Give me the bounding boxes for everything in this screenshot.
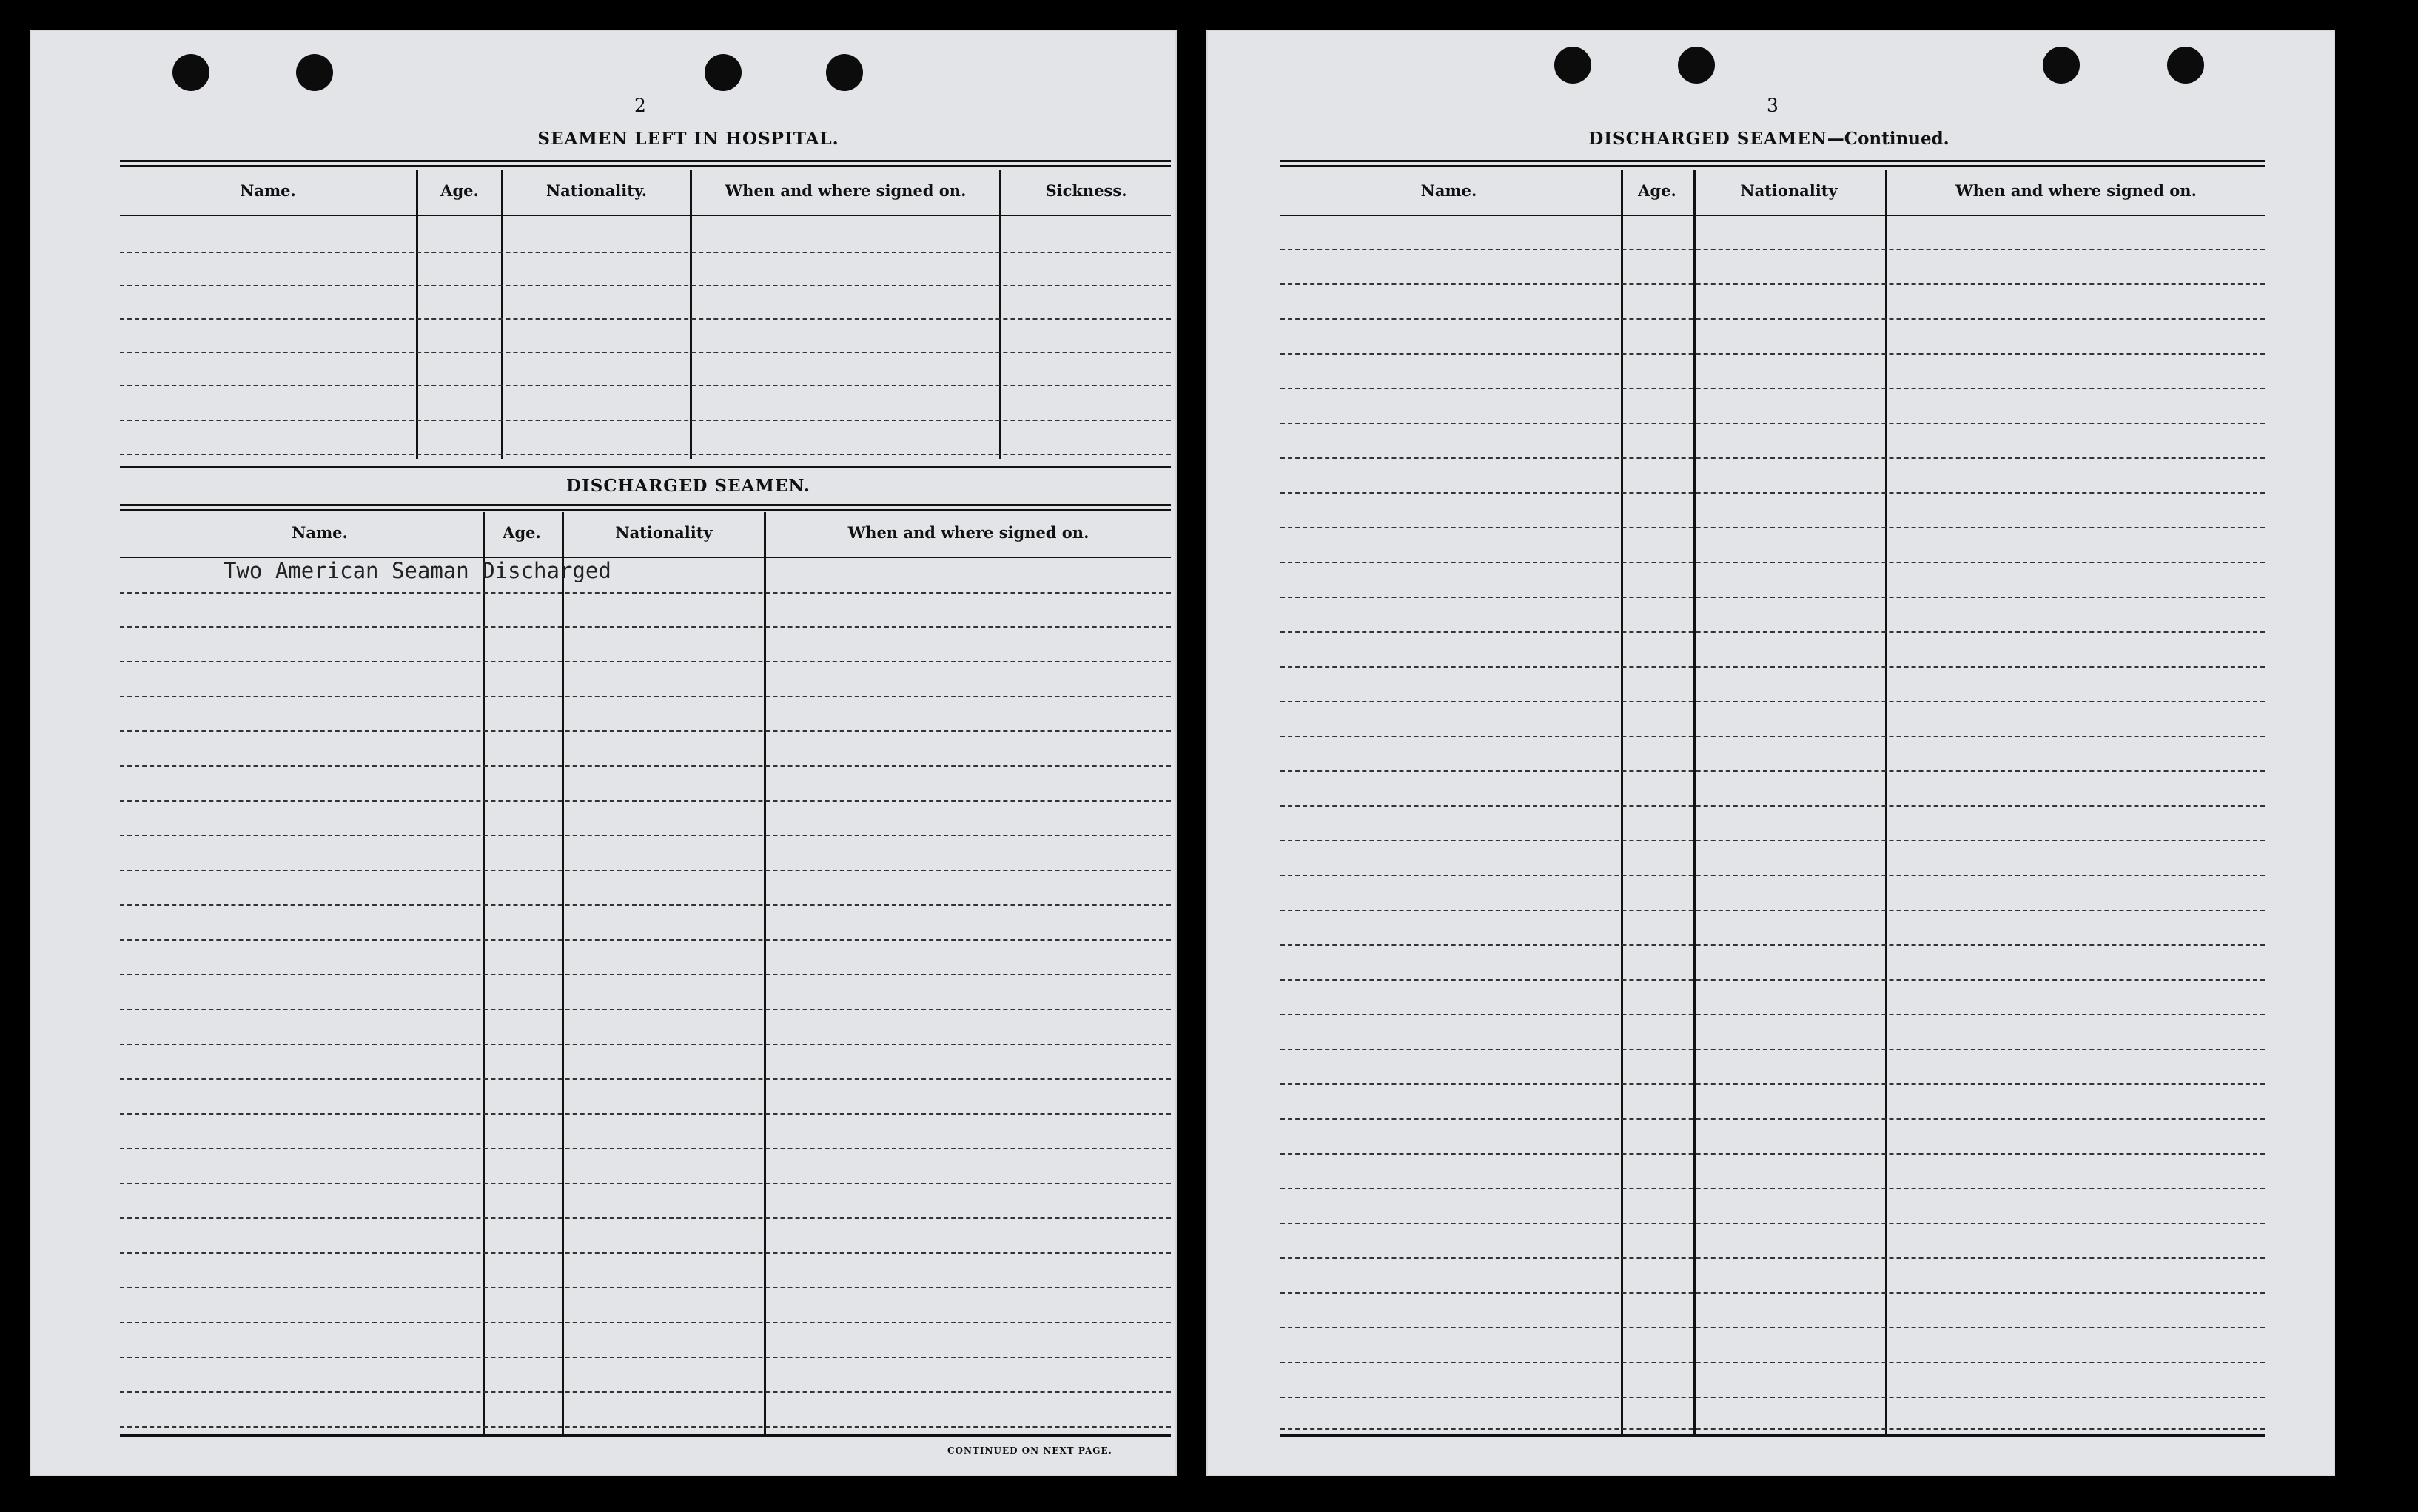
entry-line (1280, 1049, 2265, 1050)
faded-stamp (145, 828, 328, 904)
col-header-name: Name. (292, 523, 348, 542)
entry-line (120, 696, 1171, 697)
entry-line (120, 1148, 1171, 1149)
entry-line (1280, 666, 2265, 668)
col-header-age: Age. (503, 523, 541, 542)
col-header-age: Age. (1638, 181, 1676, 200)
entry-line (1280, 1362, 2265, 1363)
col-header-signed-on: When and where signed on. (1955, 181, 2197, 200)
entry-line (1280, 1223, 2265, 1224)
entry-line (1280, 249, 2265, 250)
entry-line (120, 800, 1171, 802)
punch-hole (172, 54, 209, 91)
entry-line (120, 1217, 1171, 1219)
title-continued: —Continued. (1827, 129, 1949, 149)
discharged-continued-title (1406, 129, 2132, 149)
table-top-rule (120, 509, 1171, 511)
entry-line (120, 352, 1171, 353)
entry-line (120, 1252, 1171, 1254)
entry-line (120, 1426, 1171, 1428)
entry-line (1280, 1118, 2265, 1120)
entry-line (120, 1044, 1171, 1045)
typed-entry: Two American Seaman Discharged (224, 558, 611, 583)
entry-line (120, 974, 1171, 975)
entry-line (120, 626, 1171, 628)
entry-line (120, 318, 1171, 320)
entry-line (1280, 527, 2265, 528)
entry-line (120, 252, 1171, 253)
entry-line (1280, 562, 2265, 563)
entry-line (1280, 1327, 2265, 1328)
entry-line (120, 1009, 1171, 1010)
entry-line (1280, 318, 2265, 320)
entry-line (120, 385, 1171, 386)
col-header-signed-on: When and where signed on. (725, 181, 967, 200)
entry-line (120, 1113, 1171, 1115)
entry-line (120, 1183, 1171, 1184)
table-top-rule (120, 504, 1171, 506)
entry-line (120, 420, 1171, 421)
col-header-name: Name. (1420, 181, 1477, 200)
entry-line (1280, 353, 2265, 355)
entry-line (1280, 1083, 2265, 1085)
punch-hole (705, 54, 742, 91)
entry-line (1280, 701, 2265, 702)
punch-hole (2043, 47, 2080, 84)
entry-line (1280, 1292, 2265, 1294)
entry-line (120, 661, 1171, 662)
punch-hole (296, 54, 333, 91)
page-number: 3 (1767, 95, 1779, 116)
column-divider (562, 512, 564, 1434)
entry-line (120, 1322, 1171, 1323)
table-top-rule (120, 165, 1171, 167)
entry-line (1280, 1428, 2265, 1430)
entry-line (120, 939, 1171, 941)
column-divider (999, 170, 1001, 459)
col-header-nationality: Nationality. (545, 181, 648, 200)
entry-line (120, 1391, 1171, 1393)
entry-line (1280, 944, 2265, 946)
entry-line (1280, 910, 2265, 911)
header-underline (1280, 215, 2265, 216)
title-main: DISCHARGED SEAMEN (1588, 129, 1827, 149)
punch-hole (1678, 47, 1715, 84)
entry-line (1280, 1397, 2265, 1398)
column-divider (483, 512, 485, 1434)
page-number: 2 (634, 95, 646, 116)
table-top-rule (120, 160, 1171, 162)
entry-line (120, 730, 1171, 732)
col-header-signed-on: When and where signed on. (847, 523, 1089, 542)
col-header-name: Name. (240, 181, 296, 200)
entry-line (1280, 979, 2265, 981)
entry-line (1280, 840, 2265, 841)
table-bottom-rule (120, 1434, 1171, 1437)
entry-line (1280, 770, 2265, 772)
entry-line (1280, 736, 2265, 737)
continued-note: CONTINUED ON NEXT PAGE. (947, 1445, 1112, 1456)
column-divider (1885, 170, 1887, 1434)
entry-line (1280, 1153, 2265, 1155)
column-divider (1693, 170, 1696, 1434)
entry-line (1280, 597, 2265, 598)
entry-line (120, 1287, 1171, 1288)
entry-line (120, 1078, 1171, 1080)
left-page (30, 30, 1177, 1476)
right-page (1206, 30, 2335, 1476)
entry-line (1280, 283, 2265, 285)
discharged-section-title: DISCHARGED SEAMEN. (566, 476, 810, 496)
section-rule (120, 466, 1171, 468)
entry-line (1280, 631, 2265, 633)
entry-line (1280, 388, 2265, 389)
entry-line (1280, 492, 2265, 494)
column-divider (501, 170, 503, 459)
col-header-sickness: Sickness. (1045, 181, 1127, 200)
entry-line (1280, 805, 2265, 807)
col-header-nationality: Nationality (615, 523, 713, 542)
entry-line (120, 454, 1171, 455)
punch-hole (1554, 47, 1591, 84)
punch-hole (826, 54, 863, 91)
punch-hole (2167, 47, 2204, 84)
entry-line (1280, 457, 2265, 459)
entry-line (120, 592, 1171, 594)
table-bottom-rule (1280, 1434, 2265, 1437)
entry-line (1280, 1014, 2265, 1015)
entry-line (120, 765, 1171, 767)
header-underline (120, 215, 1171, 216)
entry-line (1280, 423, 2265, 424)
table-top-rule (1280, 160, 2265, 162)
column-divider (690, 170, 692, 459)
entry-line (120, 1357, 1171, 1358)
column-divider (416, 170, 418, 459)
entry-line (120, 904, 1171, 906)
entry-line (120, 285, 1171, 286)
entry-line (1280, 1188, 2265, 1189)
column-divider (1621, 170, 1623, 1434)
table-top-rule (1280, 165, 2265, 167)
entry-line (1280, 875, 2265, 876)
col-header-nationality: Nationality (1740, 181, 1838, 200)
entry-line (1280, 1257, 2265, 1259)
column-divider (764, 512, 766, 1434)
col-header-age: Age. (440, 181, 479, 200)
hospital-section-title: SEAMEN LEFT IN HOSPITAL. (537, 129, 839, 149)
